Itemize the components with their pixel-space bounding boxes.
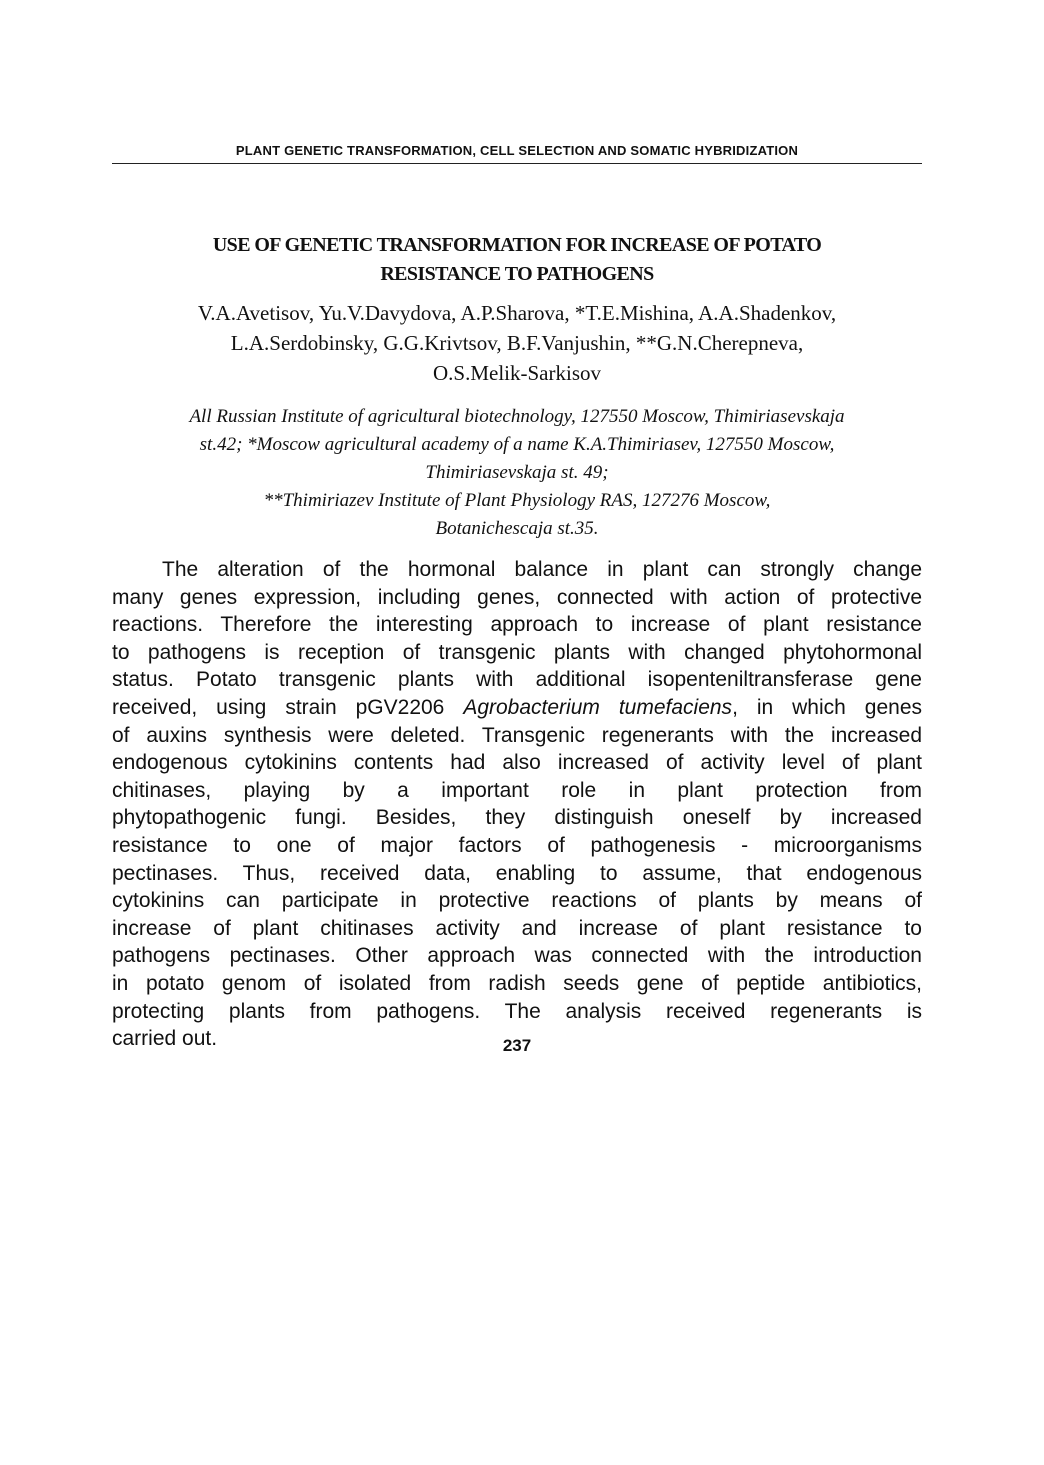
abstract-line: cytokinins can participate in protective reactions of plants by means of <box>112 889 922 913</box>
affiliations <box>112 403 922 543</box>
abstract-body <box>112 556 922 1053</box>
abstract-line: status. Potato transgenic plants with additional isopenteniltransferase gene <box>112 668 922 692</box>
abstract-text: received, using strain pGV2206 <box>112 695 464 719</box>
header-rule <box>112 163 922 164</box>
paper-title <box>112 231 922 289</box>
abstract-line: pathogens pectinases. Other approach was connected with the introduction <box>112 944 922 968</box>
species-name: Agrobacterium tumefaciens <box>463 695 733 719</box>
abstract-line: The alteration of the hormonal balance in plant can strongly change <box>162 558 922 581</box>
author-line: O.S.Melik-Sarkisov <box>433 361 601 385</box>
abstract-line: pectinases. Thus, received data, enabling to assume, that endogenous <box>112 861 922 885</box>
abstract-line: in potato genom of isolated from radish seeds gene of peptide antibiotics, <box>112 971 922 995</box>
title-line: RESISTANCE TO PATHOGENS <box>380 263 654 285</box>
affiliation-line: st.42; *Moscow agricultural academy of a name K.A.Thimiriasev, 127550 Moscow, <box>199 434 835 455</box>
abstract-line <box>112 694 922 722</box>
abstract-line: of auxins synthesis were deleted. Transgenic regenerants with the increased <box>112 723 922 747</box>
abstract-line: many genes expression, including genes, connected with action of protective <box>112 585 922 609</box>
abstract-line: chitinases, playing by a important role in plant protection from <box>112 778 922 802</box>
abstract-line: reactions. Therefore the interesting approach to increase of plant resistance <box>112 613 922 637</box>
abstract-line: to pathogens is reception of transgenic plants with changed phytohormonal <box>112 640 922 664</box>
author-line: V.A.Avetisov, Yu.V.Davydova, A.P.Sharova, *T.E.Mishina, A.A.Shadenkov, <box>197 301 837 325</box>
author-line: L.A.Serdobinsky, G.G.Krivtsov, B.F.Vanjushin, **G.N.Cherepneva, <box>230 331 804 355</box>
title-line: USE OF GENETIC TRANSFORMATION FOR INCREASE OF POTATO <box>212 234 822 256</box>
abstract-text: , in which genes <box>732 695 923 719</box>
abstract-line: phytopathogenic fungi. Besides, they distinguish oneself by increased <box>112 806 922 830</box>
abstract-line: resistance to one of major factors of pathogenesis - microorganisms <box>112 833 922 857</box>
abstract-line: carried out. <box>112 1027 218 1051</box>
affiliation-line: Botanichescaja st.35. <box>435 518 599 539</box>
abstract-line: increase of plant chitinases activity and increase of plant resistance to <box>112 916 922 940</box>
abstract-line: protecting plants from pathogens. The analysis received regenerants is <box>112 999 922 1023</box>
affiliation-line: All Russian Institute of agricultural biotechnology, 127550 Moscow, Thimiriasevskaja <box>189 406 845 427</box>
abstract-line: endogenous cytokinins contents had also increased of activity level of plant <box>112 751 922 775</box>
author-list <box>112 298 922 388</box>
affiliation-line: Thimiriasevskaja st. 49; <box>425 462 609 483</box>
running-header: PLANT GENETIC TRANSFORMATION, CELL SELECTION AND SOMATIC HYBRIDIZATION <box>235 143 799 158</box>
page-number: 237 <box>502 1036 532 1055</box>
affiliation-line: **Thimiriazev Institute of Plant Physiology RAS, 127276 Moscow, <box>263 490 771 511</box>
